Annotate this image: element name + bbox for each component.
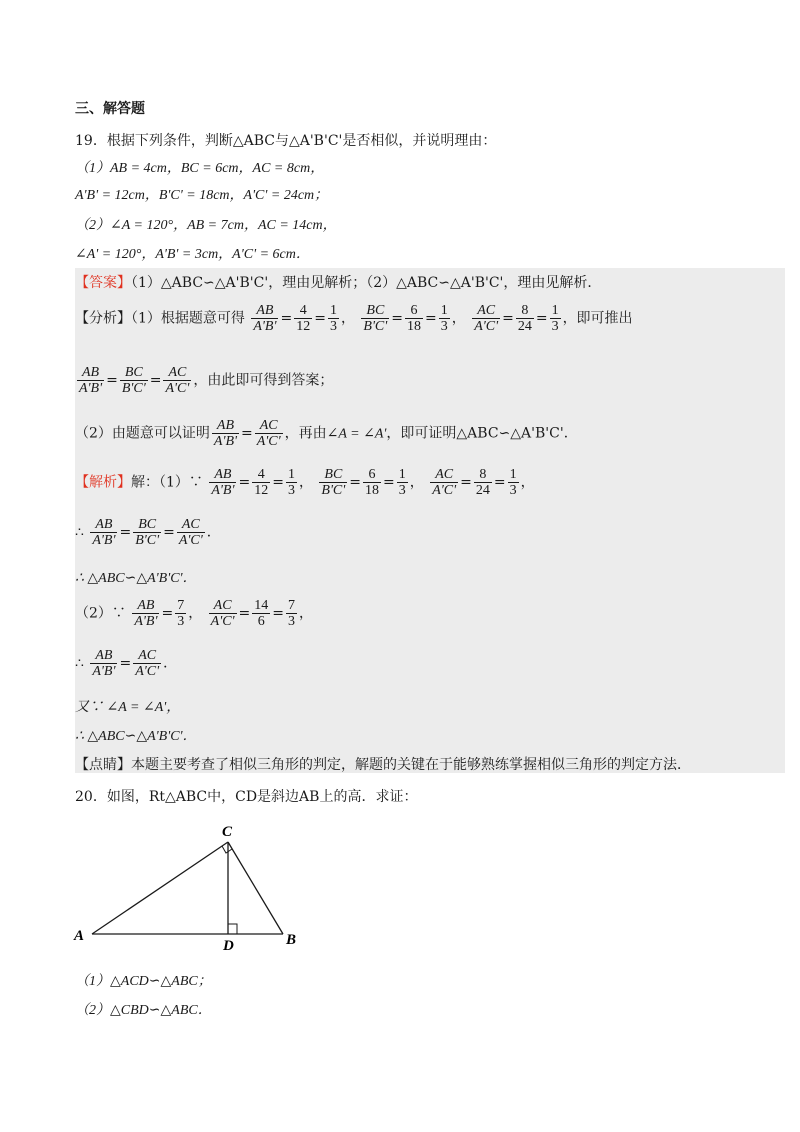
answer-tag: 【答案】 (75, 275, 131, 291)
solution-line-4: （2）∵ $\frac{AB}{A'B'}$ = $\frac{7}{3}$ ， $\frac{AC}{A'C'}$ = $\frac{14}{6}$ = $\frac{7}{3}$ ， (75, 598, 314, 629)
q19-part1-line1: （1）AB = 4cm，BC = 6cm，AC = 8cm， (75, 161, 325, 176)
analysis-line-1: 【分析】（1）根据题意可得 $\frac{AB}{A'B'}$ = $\frac{4}{12}$ = $\frac{1}{3}$ ， $\frac{BC}{B'C'}$ = $\frac{6}{18}$ = $\frac{1}{3}$ ， $\frac{AC}{A'C'}$ = $\frac{8}{24}$ = $\frac{1}{3}$ ，即可推出 (75, 303, 633, 334)
q20-part1: （1）△ACD∽△ABC； (75, 974, 212, 989)
right-angle-mark-d (228, 924, 237, 934)
comment-text: 本题主要考查了相似三角形的判定，解题的关键在于能够熟练掌握相似三角形的判定方法． (131, 757, 691, 773)
q20-stem: 20．如图，Rt△ABC中，CD是斜边AB上的高．求证： (75, 789, 418, 805)
label-b: B (286, 932, 297, 948)
analysis-intro: （1）根据题意可得 (131, 310, 245, 327)
side-bc (228, 842, 283, 934)
q19-stem: 19．根据下列条件，判断△ABC与△A'B'C'是否相似，并说明理由： (75, 133, 497, 149)
analysis-line-3: （2）由题意可以证明 $\frac{AB}{A'B'}$ = $\frac{AC}{A'C'}$ ，再由∠A = ∠A'，即可证明△ABC∽△A'B'C'． (75, 418, 578, 449)
solution-line-1: 【解析】解：（1）∵ $\frac{AB}{A'B'}$ = $\frac{4}{12}$ = $\frac{1}{3}$ ， $\frac{BC}{B'C'}$ = $\frac{6}{18}$ = $\frac{1}{3}$ ， $\frac{AC}{A'C'}$ = $\frac{8}{24}$ = $\frac{1}{3}$ ， (75, 467, 535, 498)
side-ac (92, 842, 228, 934)
q19-part1-line2: A'B' = 12cm，B'C' = 18cm，A'C' = 24cm； (75, 188, 329, 203)
solution-line-6: 又∵ ∠A = ∠A'， (75, 700, 181, 715)
label-a: A (74, 928, 85, 944)
comment-line (75, 754, 691, 774)
solution-line-2: ∴ $\frac{AB}{A'B'}$ = $\frac{BC}{B'C'}$ = $\frac{AC}{A'C'}$ ． (75, 517, 221, 548)
solution-line-5: ∴ $\frac{AB}{A'B'}$ = $\frac{AC}{A'C'}$ ． (75, 648, 178, 679)
q20-part2: （2）△CBD∽△ABC． (75, 1003, 212, 1018)
answer-line (75, 272, 601, 292)
q19-part2-line2: ∠A' = 120°，A'B' = 3cm，A'C' = 6cm． (75, 247, 310, 262)
triangle-figure (60, 820, 320, 955)
label-d: D (223, 938, 234, 954)
comment-tag: 【点睛】 (75, 757, 131, 773)
answer-text: （1）△ABC∽△A'B'C'，理由见解析；（2）△ABC∽△A'B'C'，理由见解析． (131, 275, 602, 291)
label-c: C (222, 824, 233, 840)
solution-line-3: ∴ △ABC∽△A'B'C'． (75, 571, 197, 586)
q19-part2-line1: （2）∠A = 120°，AB = 7cm，AC = 14cm， (75, 218, 337, 233)
solution-line-7: ∴ △ABC∽△A'B'C'． (75, 729, 197, 744)
analysis-tag: 【分析】 (75, 310, 131, 327)
analysis-line-2: $\frac{AB}{A'B'}$ = $\frac{BC}{B'C'}$ = $\frac{AC}{A'C'}$ ，由此即可得到答案； (79, 365, 334, 396)
section-title: 三、解答题 (75, 101, 145, 117)
solution-tag: 【解析】 (75, 474, 131, 491)
